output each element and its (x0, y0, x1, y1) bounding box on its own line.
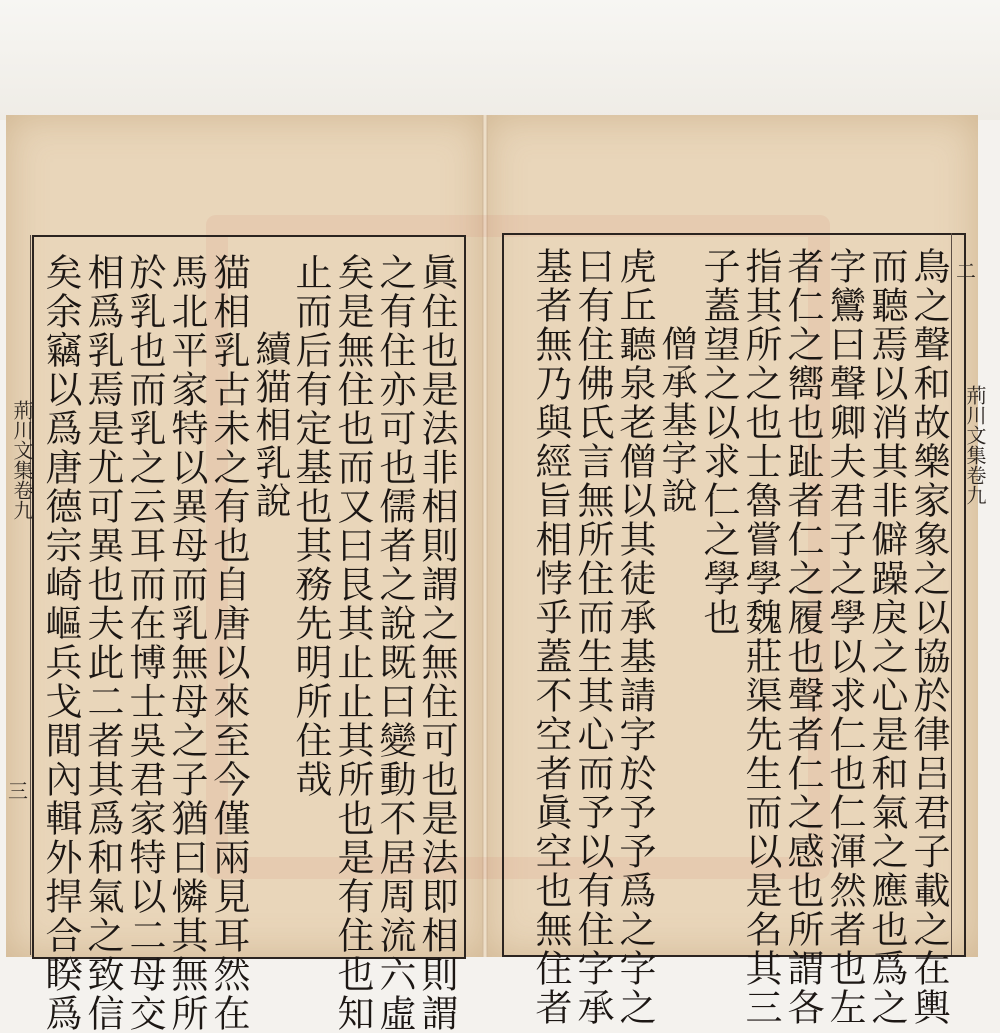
right-margin-label: 荊川文集卷九 (963, 385, 987, 505)
left-column-3: 矣是無住也而又曰艮其止止其所也是有住也知 (331, 253, 374, 1033)
book-spread (6, 115, 987, 1033)
left-column-rule (30, 235, 31, 955)
left-section-title: 續猫相乳說 (250, 330, 291, 520)
background-top (0, 0, 1000, 120)
right-column-5: 指其所之也士魯嘗學魏莊渠先生而以是名其三 (739, 247, 782, 1027)
right-column-9: 曰有住佛氏言無所住而生其心而予以有住字承 (571, 247, 614, 1027)
left-column-6: 猫相乳古未之有也自唐以來至今僅兩見耳然在 (207, 253, 250, 1033)
right-column-3: 字鸞曰聲卿夫君子之學以求仁也仁渾然者也左 (823, 247, 866, 1027)
left-column-9: 相爲乳焉是尤可異也夫此二者其爲和氣之致信 (81, 253, 124, 1033)
right-page-number: 二 (956, 259, 976, 283)
left-column-2: 之有住亦可也儒者之說既曰變動不居周流六虛 (373, 253, 416, 1033)
right-column-rule (951, 233, 952, 955)
left-column-1: 眞住也是法非相則謂之無住可也是法即相則謂 (415, 253, 458, 1033)
right-column-1: 鳥之聲和故樂家象之以協於律吕君子載之在輿 (907, 247, 950, 1027)
right-column-8: 虎丘聽泉老僧以其徒承基請字於予予爲之字之 (613, 247, 656, 1027)
right-column-2: 而聽焉以消其非僻躁戾之心是和氣之應也爲之 (865, 247, 908, 1027)
left-margin-label: 荊川文集卷九 (10, 400, 34, 520)
left-page-number: 三 (8, 779, 28, 803)
left-column-7: 馬北平家特以異母而乳無母之子猶曰憐其無所 (165, 253, 208, 1033)
right-column-4: 者仁之嚮也趾者仁之履也聲者仁之感也所謂各 (781, 247, 824, 1027)
right-column-6: 子蓋望之以求仁之學也 (697, 247, 740, 637)
left-column-8: 於乳也而乳之云耳而在博士吳君家特以二母交 (123, 253, 166, 1033)
left-column-4: 止而后有定基也其務先明所住哉 (289, 253, 332, 799)
right-column-10: 基者無乃與經旨相悖乎蓋不空者眞空也無住者 (529, 247, 572, 1027)
book-fold (482, 115, 488, 957)
left-column-10: 矣余竊以爲唐德宗崎嶇兵戈間內輯外捍合睽爲 (39, 253, 82, 1033)
right-section-title: 僧承基字說 (656, 325, 697, 515)
